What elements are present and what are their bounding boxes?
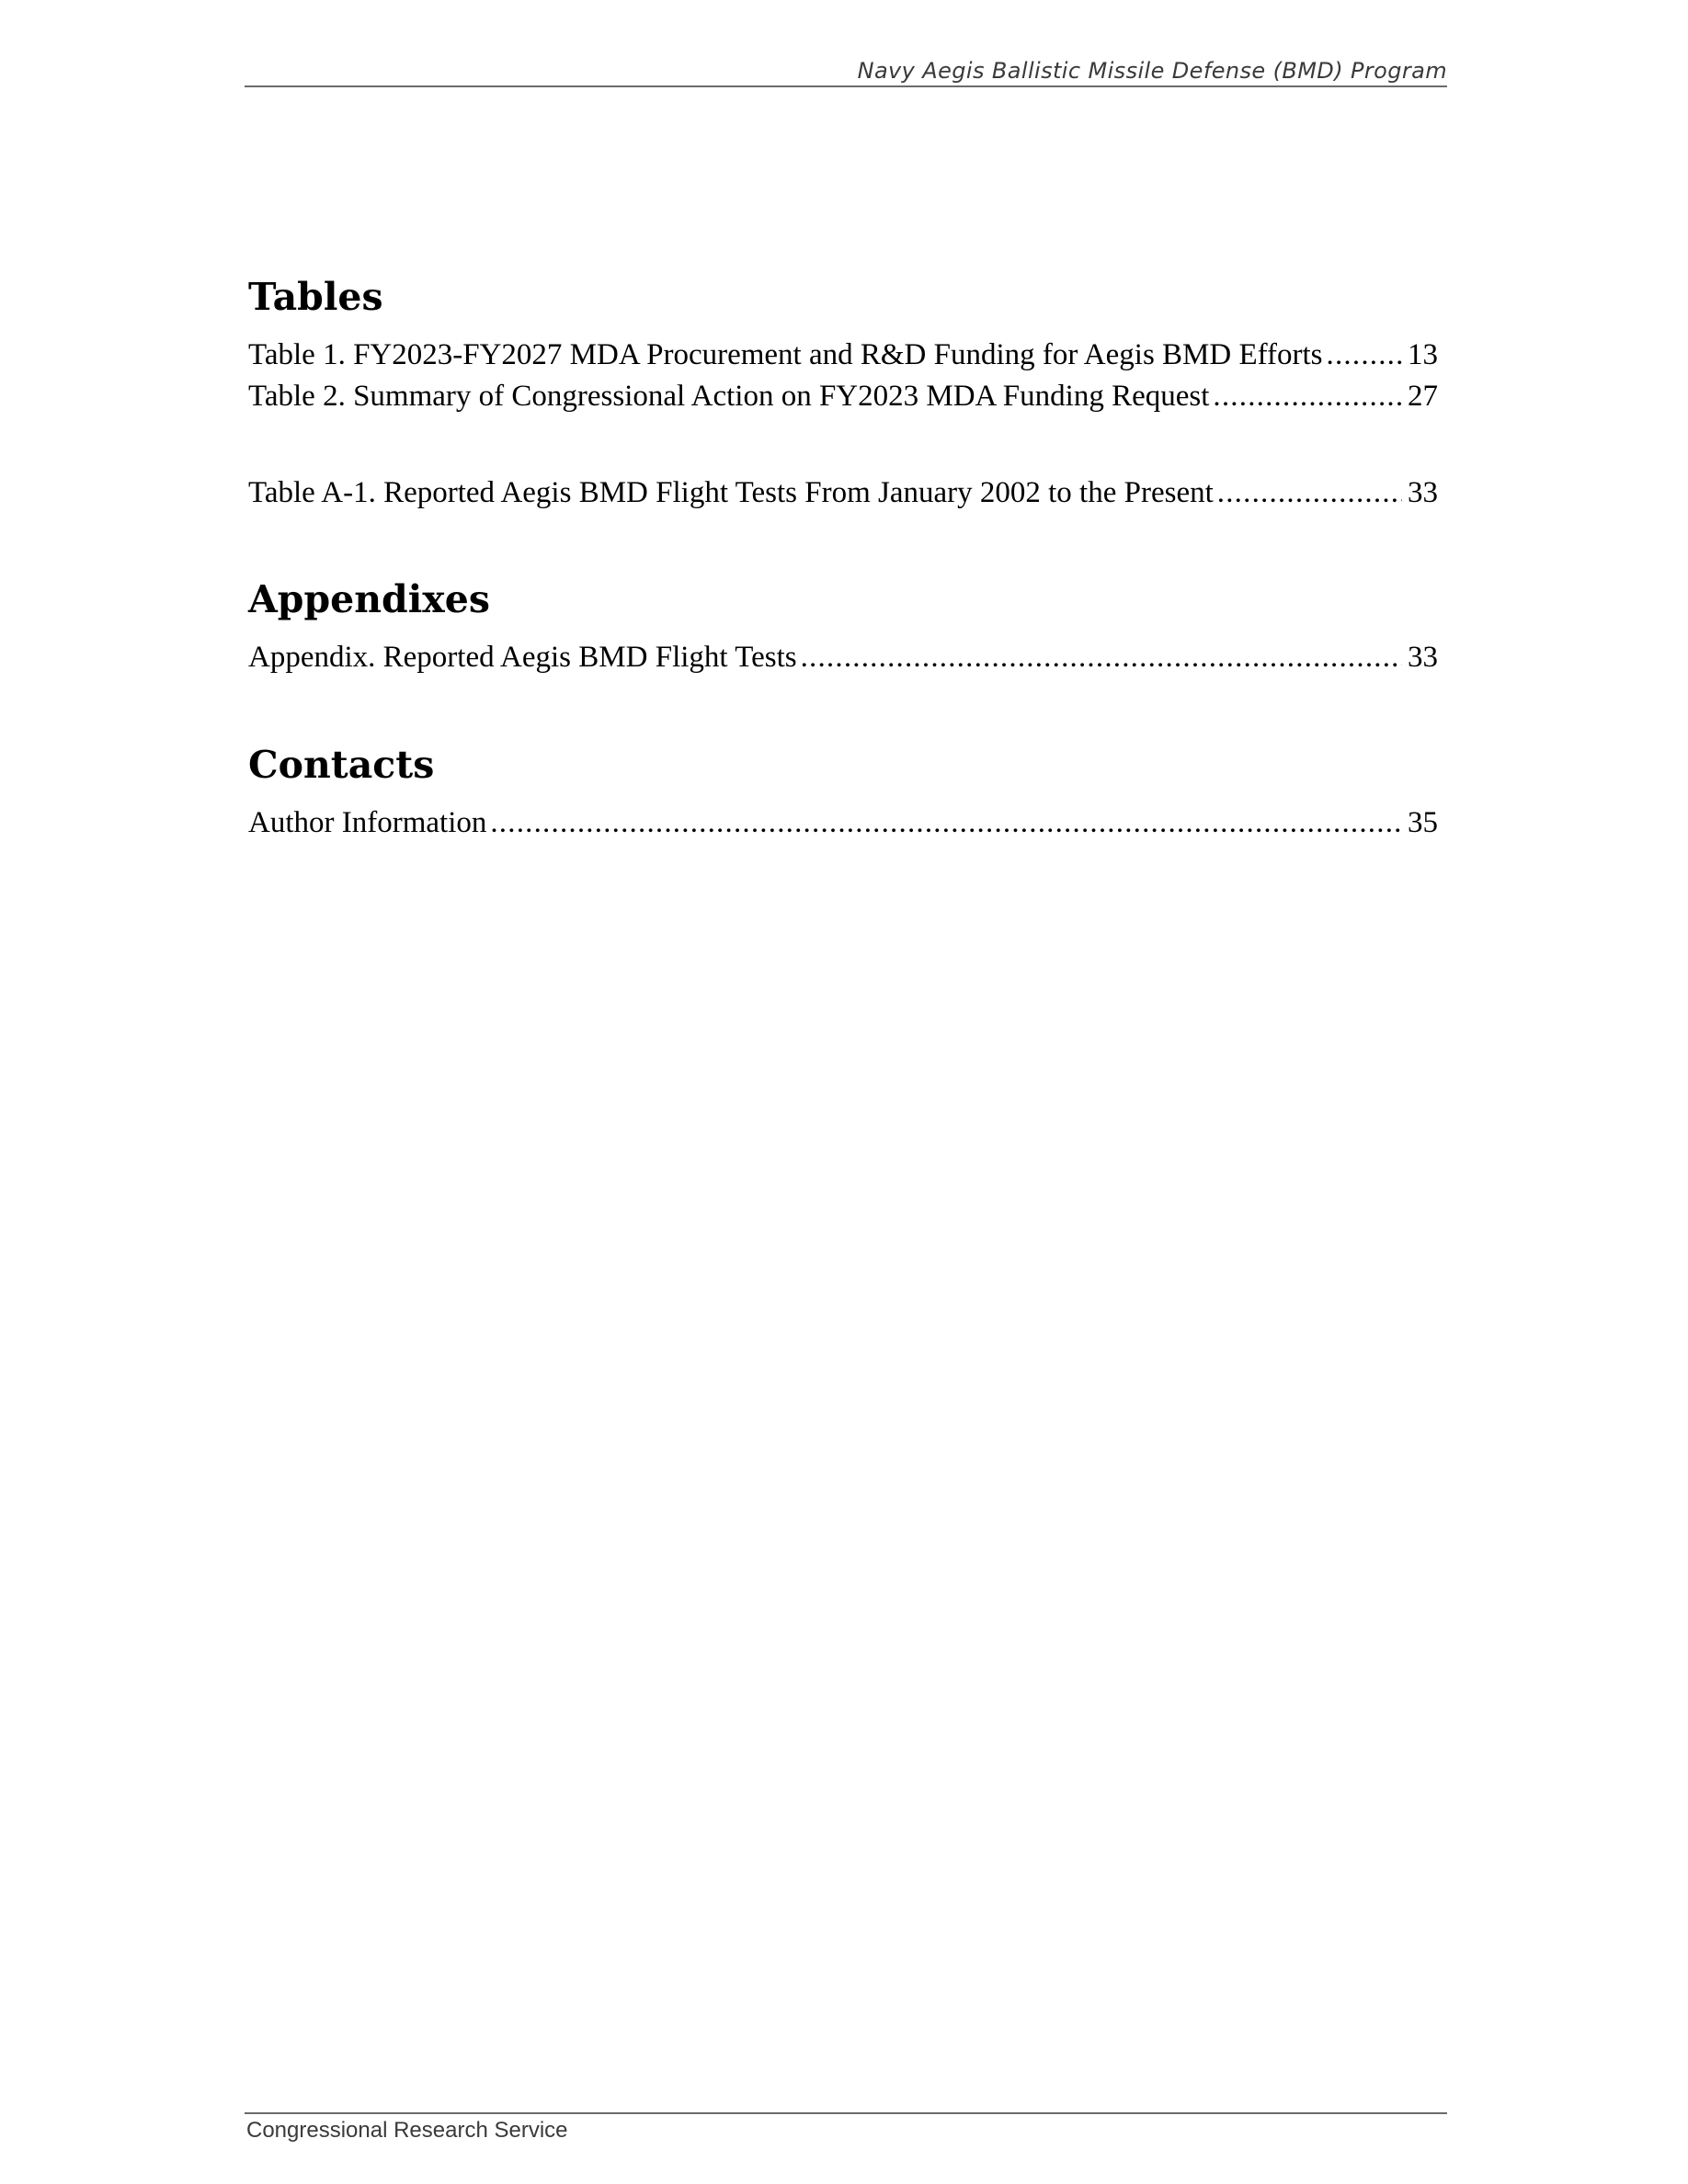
- running-footer: Congressional Research Service: [246, 2118, 568, 2143]
- toc-entry-page: 35: [1408, 806, 1438, 839]
- toc-entry-title: Table 2. Summary of Congressional Action on FY2023 MDA Funding Request: [248, 380, 1210, 413]
- contacts-heading: Contacts: [248, 743, 435, 787]
- dot-leader: [490, 802, 1402, 843]
- footer-divider: [245, 2112, 1447, 2114]
- dot-leader: [1213, 376, 1402, 416]
- toc-entry-title: Appendix. Reported Aegis BMD Flight Tests: [248, 641, 797, 674]
- toc-entry-table-a-1[interactable]: [248, 472, 1438, 513]
- header-divider: [245, 85, 1447, 87]
- running-header: Navy Aegis Ballistic Missile Defense (BMD) Program: [857, 58, 1447, 84]
- toc-entry-page: 33: [1408, 476, 1438, 509]
- toc-entry-table-2[interactable]: [248, 376, 1438, 416]
- appendixes-heading: Appendixes: [248, 577, 490, 621]
- tables-heading: Tables: [248, 275, 383, 319]
- toc-entry-appendix[interactable]: [248, 637, 1438, 677]
- toc-entry-title: Author Information: [248, 806, 487, 839]
- dot-leader: [1217, 472, 1402, 513]
- toc-entry-page: 13: [1408, 338, 1438, 371]
- toc-entry-table-1[interactable]: [248, 335, 1438, 375]
- dot-leader: [1327, 335, 1402, 375]
- toc-entry-title: Table A-1. Reported Aegis BMD Flight Tests From January 2002 to the Present: [248, 476, 1214, 509]
- toc-entry-author-information[interactable]: [248, 802, 1438, 843]
- dot-leader: [801, 637, 1402, 677]
- toc-entry-title: Table 1. FY2023-FY2027 MDA Procurement and R&D Funding for Aegis BMD Efforts: [248, 338, 1323, 371]
- toc-entry-page: 27: [1408, 380, 1438, 413]
- toc-entry-page: 33: [1408, 641, 1438, 674]
